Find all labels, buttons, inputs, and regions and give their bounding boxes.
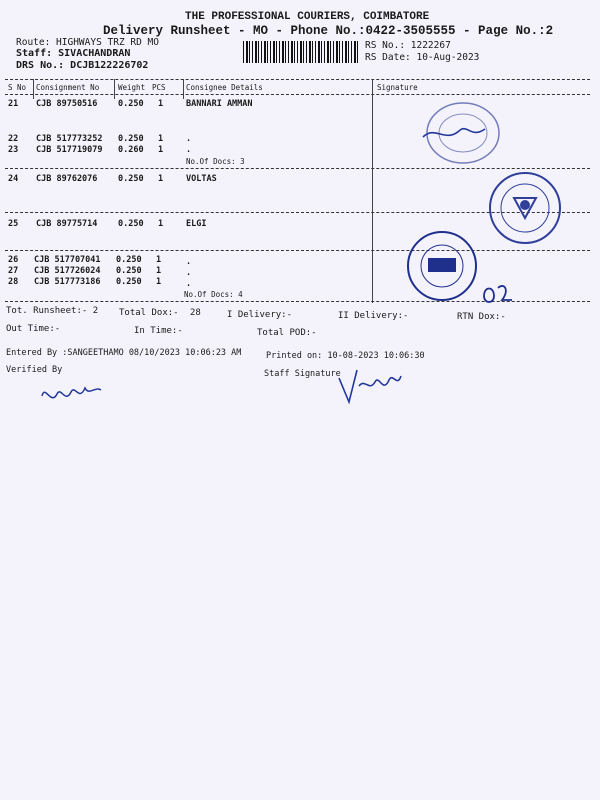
staff-label: Staff: SIVACHANDRAN <box>16 48 131 59</box>
row-consignee: . <box>186 279 192 289</box>
row-weight: 0.260 <box>118 145 144 155</box>
runsheet-subtitle: Delivery Runsheet - MO - Phone No.:0422-3505555 - Page No.:2 <box>103 24 554 38</box>
col-header-consignment: Consignment No <box>36 83 100 92</box>
company-name: THE PROFESSIONAL COURIERS, COIMBATORE <box>185 11 430 23</box>
i-delivery: I Delivery:- <box>227 310 293 320</box>
row-consignment: CJB 517726024 <box>34 266 101 276</box>
row-sno: 21 <box>8 99 19 109</box>
entered-by: Entered By :SANGEETHAMO 08/10/2023 10:06:23 AM <box>6 348 242 358</box>
row-weight: 0.250 <box>118 219 144 229</box>
staff-signature-label: Staff Signature <box>264 369 341 379</box>
row-consignment: CJB 89762076 <box>36 174 98 184</box>
row-pcs: 1 <box>156 255 162 265</box>
col-header-weight: Weight <box>118 83 146 92</box>
table-top-rule <box>5 79 590 80</box>
col-divider <box>33 79 34 99</box>
rs-date: RS Date: 10-Aug-2023 <box>365 52 480 63</box>
rs-number: RS No.: 1222267 <box>365 40 451 51</box>
row-sno: 23 <box>8 145 19 155</box>
col-header-consignee: Consignee Details <box>186 83 263 92</box>
row-sno: 28 <box>8 277 19 287</box>
signature-col-divider <box>372 79 373 303</box>
printed-on: Printed on: 10-08-2023 10:06:30 <box>266 351 425 361</box>
col-header-signature: Signature <box>377 83 418 92</box>
route-label: Route: HIGHWAYS TRZ RD MO <box>16 37 159 48</box>
drs-number: DRS No.: DCJB122226702 <box>16 60 149 71</box>
row-consignment: CJB 517773252 <box>36 134 103 144</box>
col-header-pcs: PCS <box>152 83 166 92</box>
row-consignee: VOLTAS <box>186 174 217 184</box>
row-weight: 0.250 <box>116 266 142 276</box>
row-consignee: . <box>186 145 192 155</box>
row-pcs: 1 <box>158 99 164 109</box>
row-weight: 0.250 <box>116 255 142 265</box>
row-sno: 25 <box>8 219 19 229</box>
in-time: In Time:- <box>134 326 183 336</box>
col-divider <box>183 79 184 99</box>
row-consignment: CJB 89750516 <box>36 99 98 109</box>
row-pcs: 1 <box>158 145 164 155</box>
staff-signature <box>335 364 405 409</box>
bannari-amman-stamp <box>415 95 515 175</box>
row-consignee: . <box>186 134 192 144</box>
handwritten-02 <box>478 278 528 308</box>
verified-signature <box>37 376 107 416</box>
row-consignee: . <box>186 268 192 278</box>
verified-by-label: Verified By <box>6 365 63 375</box>
row-consignee: BANNARI AMMAN <box>186 99 253 109</box>
row-pcs: 1 <box>156 277 162 287</box>
row-pcs: 1 <box>156 266 162 276</box>
out-time: Out Time:- <box>6 324 61 334</box>
row-sno: 26 <box>8 255 19 265</box>
row-weight: 0.250 <box>118 99 144 109</box>
row-weight: 0.250 <box>118 134 144 144</box>
col-divider <box>114 79 115 99</box>
group-rule <box>5 250 590 251</box>
ii-delivery: II Delivery:- <box>338 311 409 321</box>
barcode <box>243 41 358 63</box>
row-consignee: ELGI <box>186 219 207 229</box>
total-pod: Total POD:- <box>257 328 317 338</box>
total-dox-label: Total Dox:- <box>119 308 179 318</box>
rtn-dox: RTN Dox:- <box>457 312 506 322</box>
row-consignment: CJB 517707041 <box>34 255 101 265</box>
row-sno: 22 <box>8 134 19 144</box>
row-consignment: CJB 517719079 <box>36 145 103 155</box>
col-header-sno: S No <box>8 83 27 92</box>
total-runsheet: Tot. Runsheet:- 2 <box>6 306 99 316</box>
row-pcs: 1 <box>158 134 164 144</box>
docs-count: No.Of Docs: 4 <box>184 290 243 299</box>
row-consignment: CJB 89775714 <box>36 219 98 229</box>
row-sno: 27 <box>8 266 19 276</box>
row-pcs: 1 <box>158 219 164 229</box>
row-sno: 24 <box>8 174 19 184</box>
row-consignment: CJB 517773186 <box>34 277 101 287</box>
row-weight: 0.250 <box>116 277 142 287</box>
row-consignee: . <box>186 257 192 267</box>
row-weight: 0.250 <box>118 174 144 184</box>
docs-count: No.Of Docs: 3 <box>186 157 245 166</box>
row-pcs: 1 <box>158 174 164 184</box>
total-dox-value: 28 <box>190 308 201 318</box>
